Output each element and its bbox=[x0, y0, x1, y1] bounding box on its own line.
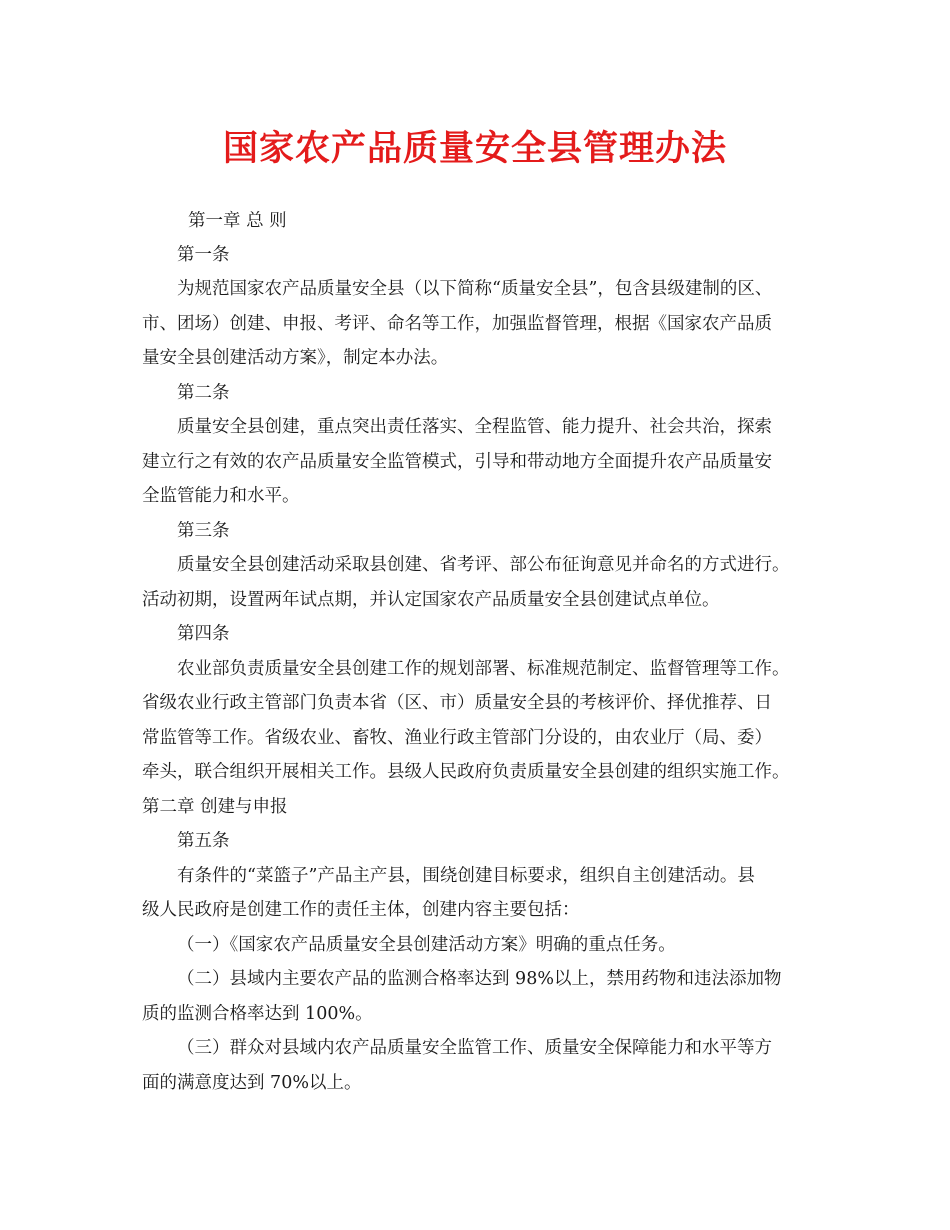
paragraph-line: 有条件的“菜篮子”产品主产县，围绕创建目标要求，组织自主创建活动。县 bbox=[177, 866, 755, 886]
paragraph-line: 全监管能力和水平。 bbox=[142, 486, 300, 506]
list-item: （二）县域内主要农产品的监测合格率达到 98%以上，禁用药物和违法添加物 bbox=[177, 969, 782, 989]
paragraph-line: 质的监测合格率达到 100%。 bbox=[142, 1004, 373, 1024]
list-item: （一）《国家农产品质量安全县创建活动方案》明确的重点任务。 bbox=[177, 935, 676, 955]
paragraph-line: 牵头，联合组织开展相关工作。县级人民政府负责质量安全县创建的组织实施工作。 bbox=[142, 762, 790, 782]
paragraph-line: 农业部负责质量安全县创建工作的规划部署、标准规范制定、监督管理等工作。 bbox=[177, 659, 790, 679]
article-heading: 第三条 bbox=[177, 521, 230, 541]
paragraph-line: 常监管等工作。省级农业、畜牧、渔业行政主管部门分设的，由农业厅（局、委） bbox=[142, 728, 772, 748]
paragraph-line: 质量安全县创建活动采取县创建、省考评、部公布征询意见并命名的方式进行。 bbox=[177, 555, 790, 575]
document-title: 国家农产品质量安全县管理办法 bbox=[222, 128, 727, 169]
article-heading: 第四条 bbox=[177, 624, 230, 644]
chapter-heading: 第二章 创建与申报 bbox=[142, 797, 288, 817]
paragraph-line: 建立行之有效的农产品质量安全监管模式，引导和带动地方全面提升农产品质量安 bbox=[142, 452, 772, 472]
paragraph-line: 为规范国家农产品质量安全县（以下简称“质量安全县”，包含县级建制的区、 bbox=[177, 279, 773, 299]
paragraph-line: 级人民政府是创建工作的责任主体，创建内容主要包括： bbox=[142, 900, 580, 920]
article-heading: 第一条 bbox=[177, 245, 230, 265]
paragraph-line: 量安全县创建活动方案》，制定本办法。 bbox=[142, 348, 449, 368]
paragraph-line: 省级农业行政主管部门负责本省（区、市）质量安全县的考核评价、择优推荐、日 bbox=[142, 693, 772, 713]
paragraph-line: 面的满意度达到 70%以上。 bbox=[142, 1073, 362, 1093]
list-item: （三）群众对县域内农产品质量安全监管工作、质量安全保障能力和水平等方 bbox=[177, 1038, 772, 1058]
paragraph-line: 质量安全县创建，重点突出责任落实、全程监管、能力提升、社会共治，探索 bbox=[177, 417, 772, 437]
article-heading: 第二条 bbox=[177, 383, 230, 403]
article-heading: 第五条 bbox=[177, 831, 230, 851]
chapter-heading: 第一章 总 则 bbox=[188, 211, 287, 231]
paragraph-line: 市、团场）创建、申报、考评、命名等工作，加强监督管理，根据《国家农产品质 bbox=[142, 314, 772, 334]
paragraph-line: 活动初期，设置两年试点期，并认定国家农产品质量安全县创建试点单位。 bbox=[142, 590, 720, 610]
